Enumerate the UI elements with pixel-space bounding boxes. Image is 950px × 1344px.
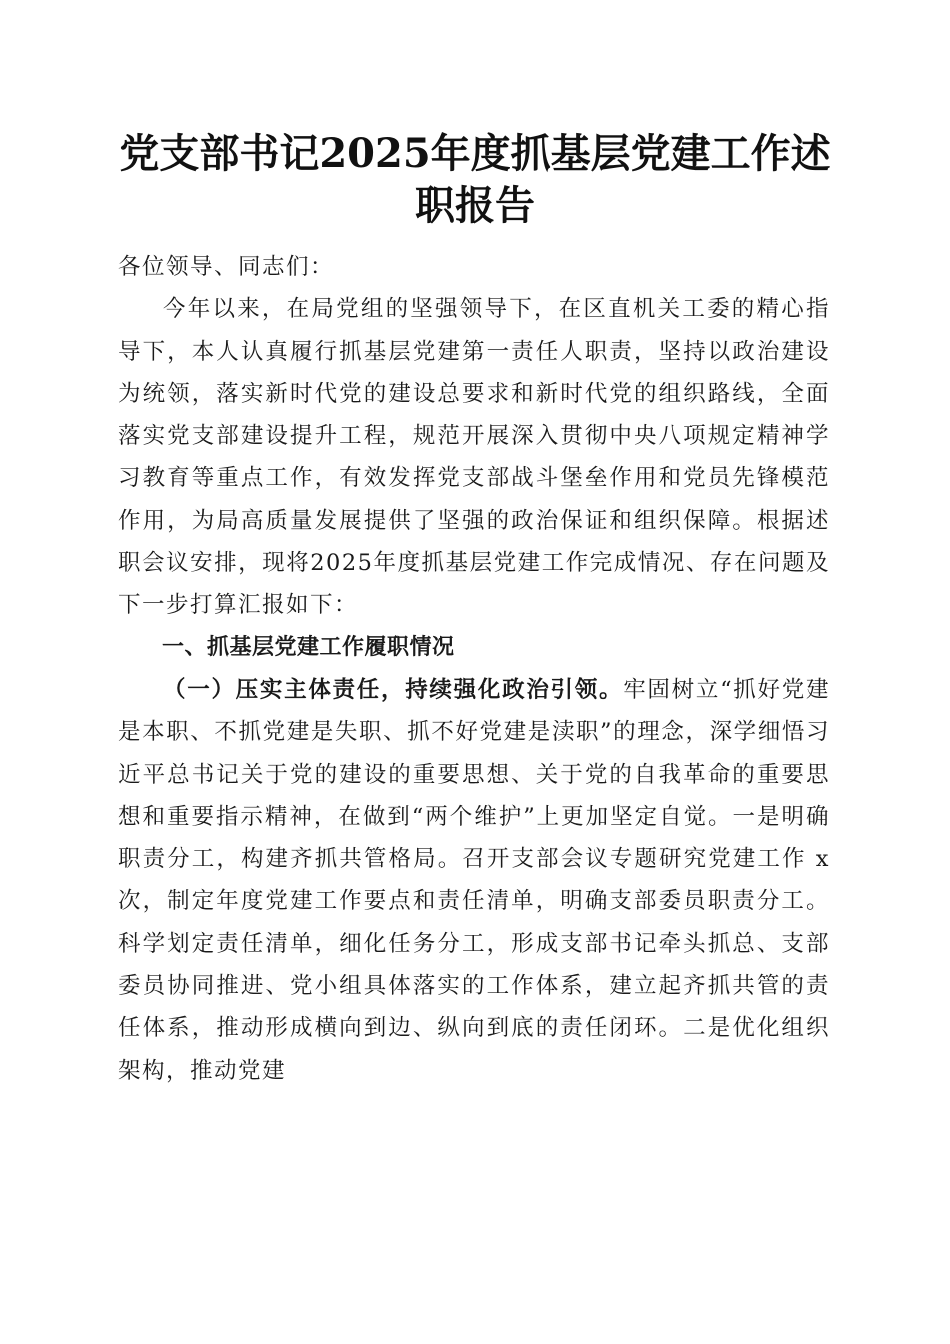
section-heading: 一、抓基层党建工作履职情况 <box>162 634 455 660</box>
intro-paragraph: 今年以来，在局党组的坚强领导下，在区直机关工委的精心指导下，本人认真履行抓基层党建第一责任人职责，坚持以政治建设为统领，落实新时代党的建设总要求和新时代党的组织路线，全面落实党支部建设提升工程，规范开展深入贯彻中央八项规定精神学习教育等重点工作，有效发挥党支部战斗堡垒作用和党员先锋模范作用，为局高质量发展提供了坚强的政治保证和组织保障。根据述职会议安排，现将2025年度抓基层党建工作完成情况、存在问题及下一步打算汇报如下： <box>118 296 830 619</box>
salutation: 各位领导、同志们： <box>118 254 335 280</box>
document-title: 党支部书记2025年度抓基层党建工作述职报告 <box>119 130 831 229</box>
subsection-paragraph <box>118 669 830 1092</box>
subsection-body: 牢固树立“抓好党建是本职、不抓党建是失职、抓不好党建是渎职”的理念，深学细悟习近平总书记关于党的建设的重要思想、关于党的自我革命的重要思想和重要指示精神，在做到“两个维护”上更加坚定自觉。一是明确职责分工，构建齐抓共管格局。召开支部会议专题研究党建工作 x 次，制定年度党建工作要点和责任清单，明确支部委员职责分工。科学划定责任清单，细化任务分工，形成支部书记牵头抓总、支部委员协同推进、党小组具体落实的工作体系，建立起齐抓共管的责任体系，推动形成横向到边、纵向到底的责任闭环。二是优化组织架构，推动党建 <box>118 676 830 1084</box>
subsection-heading: （一）压实主体责任，持续强化政治引领。 <box>163 676 624 703</box>
document-body <box>118 246 830 1092</box>
